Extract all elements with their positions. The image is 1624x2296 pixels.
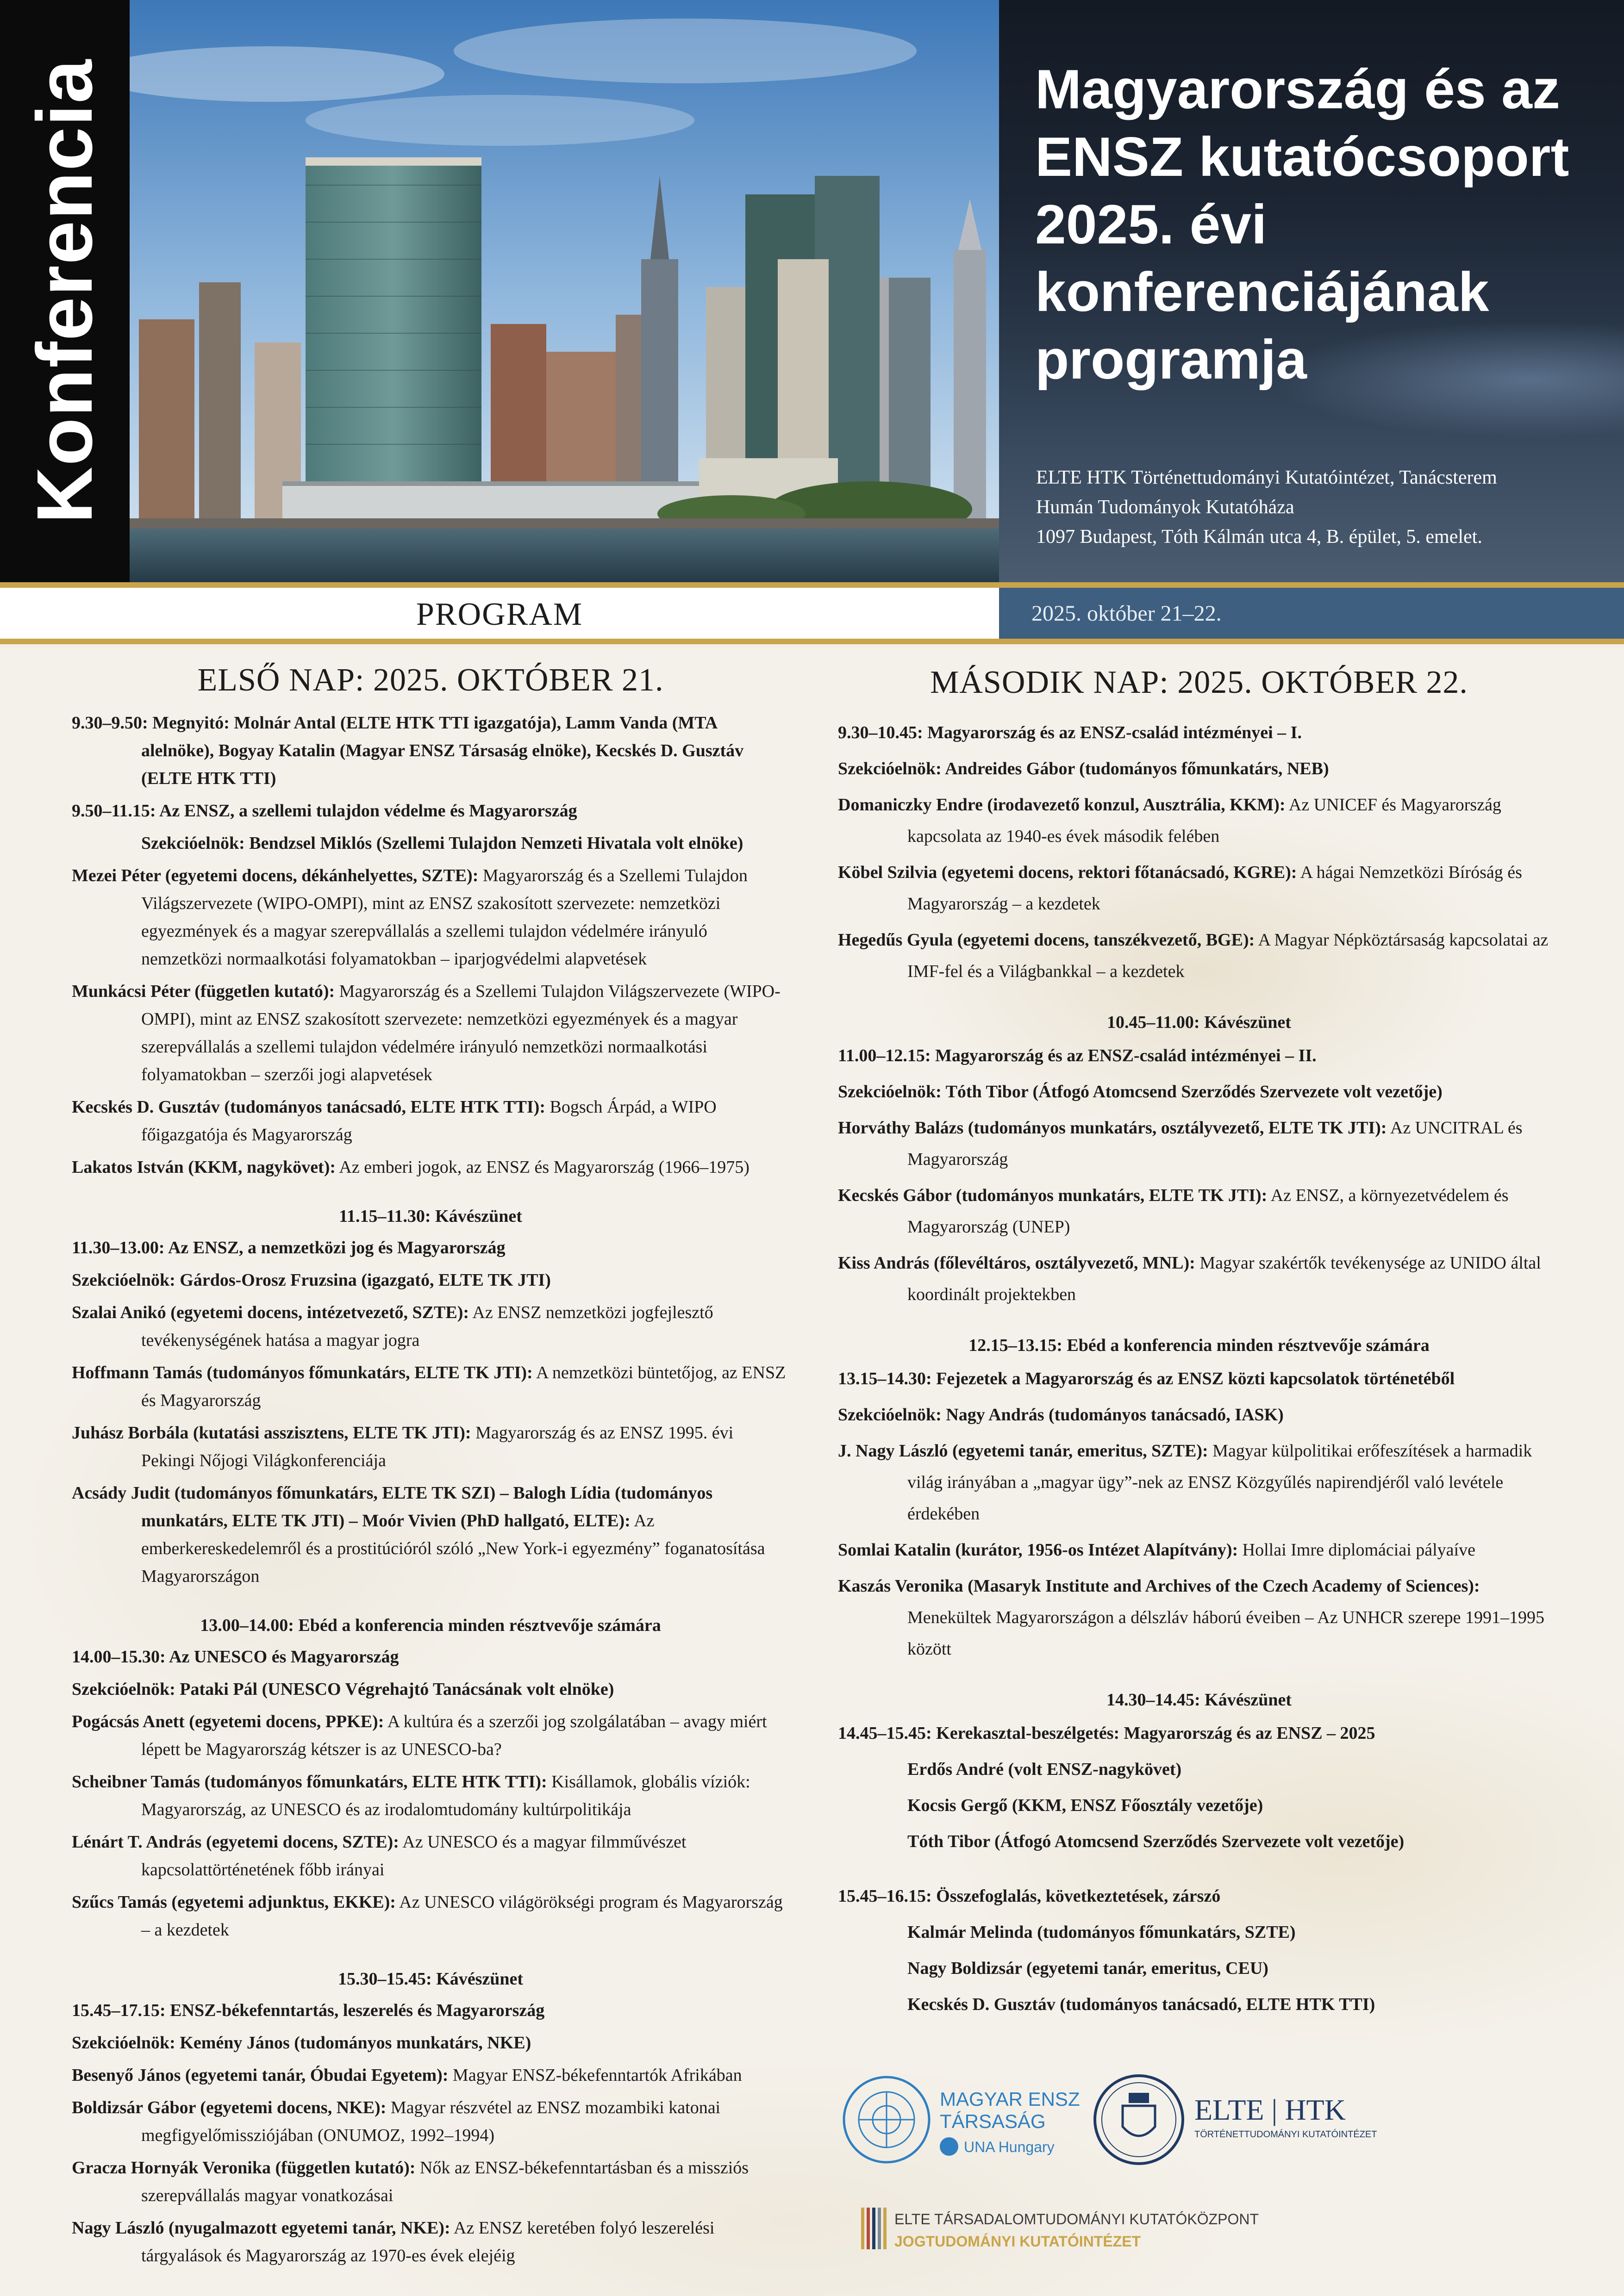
entry-topic: A Magyar Népköztársaság kapcsolatai az IMF-fel és a Világbankkal – a kezdetek (907, 930, 1549, 981)
program-entry (72, 1768, 789, 1823)
venue-block (1036, 463, 1497, 552)
entry-topic: Bogsch Árpád, a WIPO főigazgatója és Magyarország (141, 1097, 717, 1145)
program-line (838, 717, 1560, 748)
entry-speaker: Köbel Szilvia (egyetemi docens, rektori főtanácsadó, KGRE): (838, 863, 1297, 882)
program-line (838, 1076, 1560, 1108)
entry-topic: Az UNCITRAL és Magyarország (907, 1118, 1523, 1169)
day2-program (838, 717, 1560, 2020)
entry-topic: Az ENSZ, a környezetvédelem és Magyarország (UNEP) (907, 1186, 1509, 1237)
city-photo (130, 0, 999, 582)
program-line (72, 829, 789, 857)
logo-strip (843, 2069, 1560, 2263)
day1-program (72, 709, 789, 2270)
entry-speaker: Szekcióelnök: Gárdos-Orosz Fruzsina (igazgató, ELTE TK JTI) (72, 1270, 551, 1290)
program-entry (72, 2094, 789, 2149)
entry-speaker: Hoffmann Tamás (tudományos főmunkatárs, ELTE TK JTI): (72, 1363, 533, 1382)
gold-divider-bottom (0, 639, 1624, 644)
main-title (1035, 56, 1609, 393)
break-item (72, 1965, 789, 1993)
tk-line1: ELTE TÁRSADALOMTUDOMÁNYI KUTATÓKÖZPONT (894, 2211, 1259, 2228)
program-entry (838, 789, 1560, 852)
elte-sub: TÖRTÉNETTUDOMÁNYI KUTATÓINTÉZET (1194, 2129, 1377, 2140)
program-line (838, 1363, 1560, 1394)
entry-speaker: Erdős André (volt ENSZ-nagykövet) (907, 1760, 1182, 1779)
entry-speaker: 9.30–9.50: Megnyitó: Molnár Antal (ELTE HTK TTI igazgatója), Lamm Vanda (MTA alelnöke), Bogyay Katalin (Magyar ENSZ Társaság elnöke), Kecskés D. Gusztáv (ELTE HTK TTI) (72, 713, 744, 788)
program-line (72, 1675, 789, 1703)
entry-topic: Magyar ENSZ-békefenntartók Afrikában (448, 2066, 742, 2085)
program-line (838, 1916, 1560, 1948)
title-line: ENSZ kutatócsoport (1035, 126, 1569, 188)
entry-speaker: Szekcióelnök: Andreides Gábor (tudományos főmunkatárs, NEB) (838, 759, 1329, 778)
entry-speaker: Pogácsás Anett (egyetemi docens, PPKE): (72, 1712, 384, 1731)
un-society-line2: TÁRSASÁG (940, 2110, 1046, 2132)
entry-speaker: Nagy Boldizsár (egyetemi tanár, emeritus, CEU) (907, 1959, 1268, 1978)
entry-speaker: Kiss András (főlevéltáros, osztályvezető, MNL): (838, 1253, 1195, 1273)
entry-speaker: 11.30–13.00: Az ENSZ, a nemzetközi jog és Magyarország (72, 1238, 506, 1257)
program-line (838, 1953, 1560, 1984)
entry-topic: Az ENSZ keretében folyó leszerelési tárgyalások és Magyarország az 1970-es évek elejéig (141, 2218, 715, 2265)
program-entry (72, 862, 789, 973)
program-entry (838, 1247, 1560, 1310)
entry-topic: Magyar részvétel az ENSZ mozambiki katonai megfigyelőmissziójában (ONUMOZ, 1992–1994) (141, 2098, 721, 2145)
side-label: Konferencia (21, 58, 109, 524)
entry-speaker: 10.45–11.00: Kávészünet (1107, 1013, 1291, 1032)
entry-topic: Magyar külpolitikai erőfeszítések a harmadik világ irányában a „magyar ügy”-nek az ENSZ Közgyűlés napirendjéről való levétele érdekében (907, 1441, 1532, 1524)
venue-line: Humán Tudományok Kutatóháza (1036, 497, 1294, 518)
break-item (72, 1612, 789, 1639)
program-line (72, 1266, 789, 1294)
entry-speaker: Kalmár Melinda (tudományos főmunkatárs, SZTE) (907, 1923, 1296, 1942)
program-entry (72, 1153, 789, 1181)
entry-topic: Magyarország és a Szellemi Tulajdon Világszervezete (WIPO-OMPI), mint az ENSZ szakosított szervezete: nemzetközi egyezmények és a magyar szerepvállalás a szellemi tulajdon védelmére irányuló nemzetközi normaalkotási folyamatokban – szerzői jogi alapvetések (141, 982, 781, 1084)
entry-topic: Az UNESCO és a magyar filmművészet kapcsolattörténetének főbb irányai (141, 1832, 687, 1879)
entry-speaker: 15.45–16.15: Összefoglalás, következtetések, zárszó (838, 1886, 1221, 1906)
program-line (72, 1643, 789, 1671)
skyline-illustration (130, 0, 999, 582)
entry-topic: A nemzetközi büntetőjog, az ENSZ és Magyarország (141, 1363, 786, 1410)
entry-speaker: Szalai Anikó (egyetemi docens, intézetvezető, SZTE): (72, 1303, 469, 1322)
entry-speaker: Juhász Borbála (kutatási asszisztens, ELTE TK JTI): (72, 1423, 471, 1443)
program-line (838, 1826, 1560, 1857)
venue-line: 1097 Budapest, Tóth Kálmán utca 4, B. épület, 5. emelet. (1036, 526, 1482, 548)
entry-speaker: J. Nagy László (egyetemi tanár, emeritus, SZTE): (838, 1441, 1208, 1461)
entry-speaker: 9.30–10.45: Magyarország és az ENSZ-család intézményei – I. (838, 723, 1302, 742)
entry-speaker: Munkácsi Péter (független kutató): (72, 982, 335, 1001)
entry-topic: Az UNESCO világörökségi program és Magyarország – a kezdetek (141, 1892, 783, 1940)
entry-topic: Az ENSZ nemzetközi jogfejlesztő tevékenységének hatása a magyar jogra (141, 1303, 713, 1350)
program-line (838, 1399, 1560, 1431)
entry-speaker: 12.15–13.15: Ebéd a konferencia minden résztvevője számára (968, 1336, 1430, 1355)
program-entry (72, 2214, 789, 2270)
entry-topic: A hágai Nemzetközi Bíróság és Magyarország – a kezdetek (907, 863, 1522, 914)
program-entry (72, 2154, 789, 2209)
un-society-line1: MAGYAR ENSZ (940, 2088, 1080, 2110)
date-bar (999, 588, 1624, 639)
program-line (838, 1534, 1560, 1566)
program-entry (72, 977, 789, 1089)
entry-speaker: 15.45–17.15: ENSZ-békefenntartás, leszerelés és Magyarország (72, 2001, 545, 2020)
program-line (72, 2029, 789, 2057)
logo-area (843, 2069, 1560, 2265)
tk-logo (861, 2208, 1259, 2250)
program-entry (72, 709, 789, 792)
entry-speaker: Kaszás Veronika (Masaryk Institute and Archives of the Czech Academy of Sciences): (838, 1576, 1480, 1596)
entry-speaker: Kecskés D. Gusztáv (tudományos tanácsadó, ELTE HTK TTI) (907, 1995, 1375, 2014)
program-line (838, 1989, 1560, 2020)
entry-speaker: Nagy László (nyugalmazott egyetemi tanár, NKE): (72, 2218, 450, 2238)
entry-speaker: Lénárt T. András (egyetemi docens, SZTE): (72, 1832, 399, 1852)
program-entry (72, 1479, 789, 1590)
entry-speaker: Szekcióelnök: Pataki Pál (UNESCO Végrehajtó Tanácsának volt elnöke) (72, 1680, 614, 1699)
entry-speaker: Szűcs Tamás (egyetemi adjunktus, EKKE): (72, 1892, 396, 1912)
entry-topic: Hollai Imre diplomáciai pályaíve (1238, 1540, 1475, 1560)
elte-logo (1095, 2076, 1377, 2164)
program-entry (838, 1112, 1560, 1175)
entry-speaker: Kecskés Gábor (tudományos munkatárs, ELTE TK JTI): (838, 1186, 1268, 1205)
entry-topic: Az UNICEF és Magyarország kapcsolata az 1940-es évek második felében (907, 795, 1501, 846)
spacer (838, 1862, 1560, 1880)
tk-line2: JOGTUDOMÁNYI KUTATÓINTÉZET (894, 2233, 1141, 2250)
break-item (838, 1332, 1560, 1359)
program-entry (72, 1299, 789, 1354)
program-line (72, 1234, 789, 1262)
entry-speaker: Kecskés D. Gusztáv (tudományos tanácsadó, ELTE HTK TTI): (72, 1097, 545, 1117)
entry-speaker: Mezei Péter (egyetemi docens, dékánhelyettes, SZTE): (72, 866, 479, 885)
program-line (72, 797, 789, 825)
entry-speaker: Szekcióelnök: Tóth Tibor (Átfogó Atomcsend Szerződés Szervezete volt vezetője) (838, 1082, 1443, 1101)
program-entry (72, 1359, 789, 1414)
entry-speaker: Acsády Judit (tudományos főmunkatárs, ELTE TK SZI) – Balogh Lídia (tudományos munkatárs, ELTE TK JTI) – Moór Vivien (PhD hallgató, ELTE): (72, 1483, 713, 1531)
date-label: 2025. október 21–22. (1031, 601, 1222, 626)
entry-speaker: 9.50–11.15: Az ENSZ, a szellemi tulajdon védelme és Magyarország (72, 801, 577, 821)
entry-speaker: Besenyő János (egyetemi tanár, Óbudai Egyetem): (72, 2066, 449, 2085)
entry-speaker: Lakatos István (KKM, nagykövet): (72, 1157, 336, 1177)
venue-line: ELTE HTK Történettudományi Kutatóintézet, Tanácsterem (1036, 467, 1497, 488)
entry-speaker: Szekcióelnök: Kemény János (tudományos munkatárs, NKE) (72, 2033, 531, 2053)
entry-speaker: 14.00–15.30: Az UNESCO és Magyarország (72, 1647, 399, 1667)
program-entry (72, 1888, 789, 1944)
program-entry (838, 1570, 1560, 1665)
entry-speaker: 11.15–11.30: Kávészünet (339, 1207, 522, 1226)
entry-speaker: 14.30–14.45: Kávészünet (1106, 1690, 1292, 1710)
program-line (72, 1997, 789, 2024)
program-line (838, 1754, 1560, 1785)
entry-topic: Az emberkereskedelemről és a prostitúcióról szóló „New York-i egyezmény” foganatosítása Magyarországon (141, 1511, 765, 1586)
break-item (838, 1686, 1560, 1714)
day1-title: ELSŐ NAP: 2025. OKTÓBER 21. (197, 662, 664, 698)
program-entry (72, 2061, 789, 2089)
program-line (838, 1790, 1560, 1821)
gold-divider-top (0, 582, 1624, 588)
program-line (838, 1880, 1560, 1912)
entry-speaker: Horváthy Balázs (tudományos munkatárs, osztályvezető, ELTE TK JTI): (838, 1118, 1387, 1138)
entry-speaker: Hegedűs Gyula (egyetemi docens, tanszékvezető, BGE): (838, 930, 1255, 950)
entry-speaker: 14.45–15.45: Kerekasztal-beszélgetés: Magyarország és az ENSZ – 2025 (838, 1724, 1375, 1743)
title-line: Magyarország és az (1035, 58, 1560, 120)
entry-speaker: 11.00–12.15: Magyarország és az ENSZ-család intézményei – II. (838, 1046, 1317, 1065)
program-entry (72, 1419, 789, 1475)
entry-speaker: 13.15–14.30: Fejezetek a Magyarország és az ENSZ közti kapcsolatok történetéből (838, 1369, 1455, 1388)
entry-speaker: Szekcióelnök: Bendzsel Miklós (Szellemi Tulajdon Nemzeti Hivatala volt elnöke) (141, 834, 743, 853)
program-label: PROGRAM (416, 597, 583, 632)
entry-topic: Magyarország és a Szellemi Tulajdon Világszervezete (WIPO-OMPI), mint az ENSZ szakosított szervezete: nemzetközi egyezmények és a magyar szerepvállalás a szellemi tulajdon védelmére irányuló nemzetközi normaalkotási folyamatokban – iparjogvédelmi alapvetések (141, 866, 748, 969)
program-entry (838, 857, 1560, 920)
un-society-logo (844, 2077, 1080, 2162)
una-hungary: UNA Hungary (964, 2139, 1055, 2155)
title-line: 2025. évi (1035, 193, 1267, 255)
program-line (838, 1717, 1560, 1749)
entry-topic: Az emberi jogok, az ENSZ és Magyarország (1966–1975) (336, 1157, 750, 1177)
program-bar (0, 588, 999, 639)
program-entry (72, 1708, 789, 1763)
title-panel (999, 0, 1624, 582)
elte-main: ELTE | HTK (1194, 2093, 1346, 2126)
day2-column (838, 665, 1560, 2025)
entry-speaker: Gracza Hornyák Veronika (független kutató): (72, 2158, 416, 2178)
entry-topic: Nők az ENSZ-békefenntartásban és a missziós szerepvállalás magyar vonatkozásai (141, 2158, 749, 2205)
entry-speaker: Tóth Tibor (Átfogó Atomcsend Szerződés Szervezete volt vezetője) (907, 1832, 1405, 1851)
entry-speaker: 15.30–15.45: Kávészünet (337, 1969, 524, 1989)
entry-topic: Magyarország és az ENSZ 1995. évi Pekingi Nőjogi Világkonferenciája (141, 1423, 734, 1470)
program-entry (72, 1828, 789, 1884)
entry-speaker: Scheibner Tamás (tudományos főmunkatárs, ELTE HTK TTI): (72, 1772, 547, 1792)
program-entry (72, 1093, 789, 1149)
break-item (72, 1202, 789, 1230)
entry-topic: A kultúra és a szerzői jog szolgálatában – avagy miért lépett be Magyarország kétszer is az UNESCO-ba? (141, 1712, 767, 1759)
entry-speaker: Somlai Katalin (kurátor, 1956-os Intézet Alapítvány): (838, 1540, 1238, 1560)
title-line: konferenciájának (1035, 261, 1489, 323)
day2-title: MÁSODIK NAP: 2025. OKTÓBER 22. (930, 665, 1468, 700)
entry-speaker: 13.00–14.00: Ebéd a konferencia minden résztvevője számára (200, 1616, 661, 1635)
program-entry (838, 1180, 1560, 1243)
entry-topic: Kisállamok, globális víziók: Magyarország, az UNESCO és az irodalomtudomány kultúrpolitikája (141, 1772, 750, 1819)
side-band (0, 0, 130, 582)
entry-speaker: Boldizsár Gábor (egyetemi docens, NKE): (72, 2098, 387, 2117)
break-item (838, 1008, 1560, 1036)
program-entry (838, 924, 1560, 987)
entry-speaker: Kocsis Gergő (KKM, ENSZ Főosztály vezetője) (907, 1796, 1263, 1815)
entry-topic: Magyar szakértők tevékenysége az UNIDO által koordinált projektekben (907, 1253, 1541, 1304)
program-line (838, 1040, 1560, 1071)
program-line (838, 753, 1560, 784)
program-entry (838, 1435, 1560, 1530)
day1-column (72, 662, 789, 2274)
entry-speaker: Domaniczky Endre (irodavezető konzul, Ausztrália, KKM): (838, 795, 1286, 815)
entry-speaker: Szekcióelnök: Nagy András (tudományos tanácsadó, IASK) (838, 1405, 1284, 1425)
title-line: programja (1035, 329, 1307, 391)
entry-topic: Menekültek Magyarországon a délszláv háború éveiben – Az UNHCR szerepe 1991–1995 között (907, 1608, 1545, 1659)
